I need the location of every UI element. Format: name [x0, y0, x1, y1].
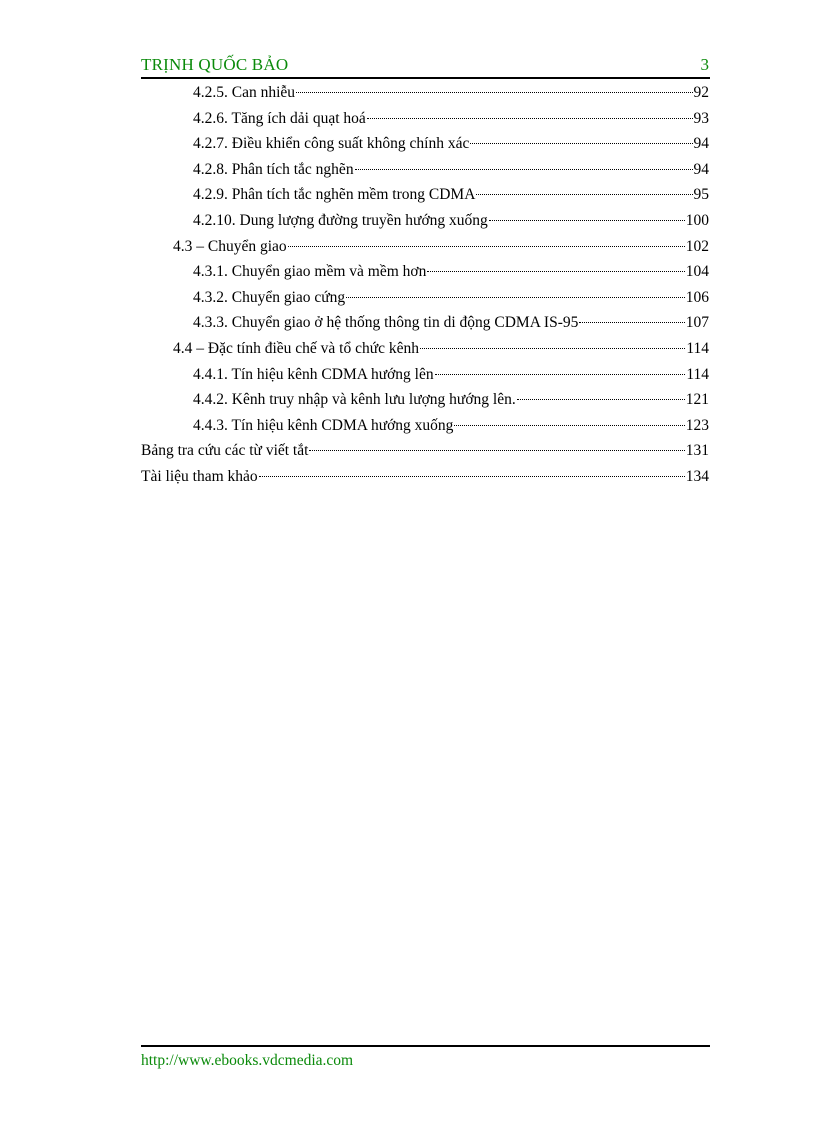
toc-entry-page: 134 [685, 468, 709, 485]
toc-leader-dots [259, 475, 685, 477]
toc-entry-title: 4.3.2. Chuyển giao cứng [193, 288, 346, 306]
toc-entry[interactable] [193, 260, 709, 284]
footer-rule [141, 1045, 710, 1047]
toc-entry-title: 4.3.3. Chuyển giao ở hệ thống thông tin di động CDMA IS-95 [193, 314, 579, 332]
toc-entry-page: 102 [685, 237, 709, 255]
toc-entry[interactable] [193, 363, 709, 387]
toc-entry[interactable] [193, 81, 709, 105]
toc-leader-dots [454, 424, 684, 426]
page-header [141, 55, 709, 77]
toc-entry[interactable] [193, 183, 709, 207]
toc-entry-page: 107 [685, 314, 709, 332]
toc-entry[interactable] [173, 235, 709, 259]
toc-entry-page: 95 [693, 186, 709, 204]
toc-entry[interactable] [141, 465, 709, 489]
toc-leader-dots [489, 219, 685, 221]
toc-entry-page: 114 [686, 340, 709, 357]
toc-entry[interactable] [193, 414, 709, 438]
toc-entry[interactable] [193, 388, 709, 412]
toc-entry-page: 114 [686, 365, 709, 383]
toc-leader-dots [470, 142, 692, 144]
toc-entry-title: 4.4 – Đặc tính điều chế và tổ chức kênh [173, 340, 419, 357]
toc-entry-title: 4.2.10. Dung lượng đường truyền hướng xuống [193, 212, 488, 229]
toc-leader-dots [476, 193, 692, 195]
toc-entry-title: 4.4.3. Tín hiệu kênh CDMA hướng xuống [193, 416, 454, 434]
header-page-number: 3 [700, 55, 709, 74]
toc-entry-page: 93 [693, 109, 709, 127]
toc-entry-page: 104 [685, 263, 709, 281]
toc-leader-dots [355, 168, 693, 170]
toc-entry-title: 4.4.1. Tín hiệu kênh CDMA hướng lên [193, 365, 434, 383]
toc-entry-page: 92 [693, 84, 709, 101]
toc-entry-title: 4.2.6. Tăng ích dải quạt hoá [193, 109, 366, 127]
toc-entry-page: 121 [685, 391, 709, 409]
toc-leader-dots [579, 321, 684, 323]
toc-leader-dots [427, 270, 684, 272]
toc-entry[interactable] [193, 158, 709, 182]
toc-leader-dots [367, 117, 693, 119]
toc-entry-page: 94 [693, 135, 709, 153]
toc-leader-dots [346, 296, 685, 298]
toc-entry-page: 131 [685, 442, 709, 460]
toc-entry-page: 123 [685, 416, 709, 434]
toc-leader-dots [517, 398, 685, 400]
toc-entry[interactable] [193, 286, 709, 310]
toc-entry-title: 4.3.1. Chuyển giao mềm và mềm hơn [193, 263, 427, 281]
toc-entry-page: 94 [693, 160, 709, 178]
footer-link[interactable]: http://www.ebooks.vdcmedia.com [141, 1052, 354, 1069]
toc-entry[interactable] [193, 311, 709, 335]
toc-entry[interactable] [141, 439, 709, 463]
header-rule [141, 77, 710, 79]
toc-entry-title: 4.2.8. Phân tích tắc nghẽn [193, 160, 354, 178]
toc-entry-title: 4.2.7. Điều khiển công suất không chính xác [193, 135, 470, 153]
toc-entry-title: 4.3 – Chuyển giao [173, 237, 287, 255]
toc-entry[interactable] [193, 209, 709, 233]
toc-leader-dots [309, 449, 684, 451]
toc-entry-title: 4.2.5. Can nhiễu [193, 84, 296, 101]
toc-leader-dots [288, 245, 685, 247]
header-author: TRỊNH QUỐC BẢO [141, 55, 289, 74]
toc-entry-page: 106 [685, 288, 709, 306]
toc-leader-dots [435, 373, 686, 375]
toc-entry[interactable] [193, 107, 709, 131]
toc-entry[interactable] [193, 132, 709, 156]
toc-entry-page: 100 [685, 212, 709, 229]
toc-entry-title: 4.2.9. Phân tích tắc nghẽn mềm trong CDMA [193, 186, 476, 204]
toc-entry-title: Bảng tra cứu các từ viết tắt [141, 442, 309, 460]
toc-entry-title: Tài liệu tham khảo [141, 468, 258, 485]
toc-leader-dots [296, 91, 692, 93]
toc-entry-title: 4.4.2. Kênh truy nhập và kênh lưu lượng hướng lên. [193, 391, 516, 409]
toc-entry[interactable] [173, 337, 709, 361]
toc-leader-dots [420, 347, 685, 349]
